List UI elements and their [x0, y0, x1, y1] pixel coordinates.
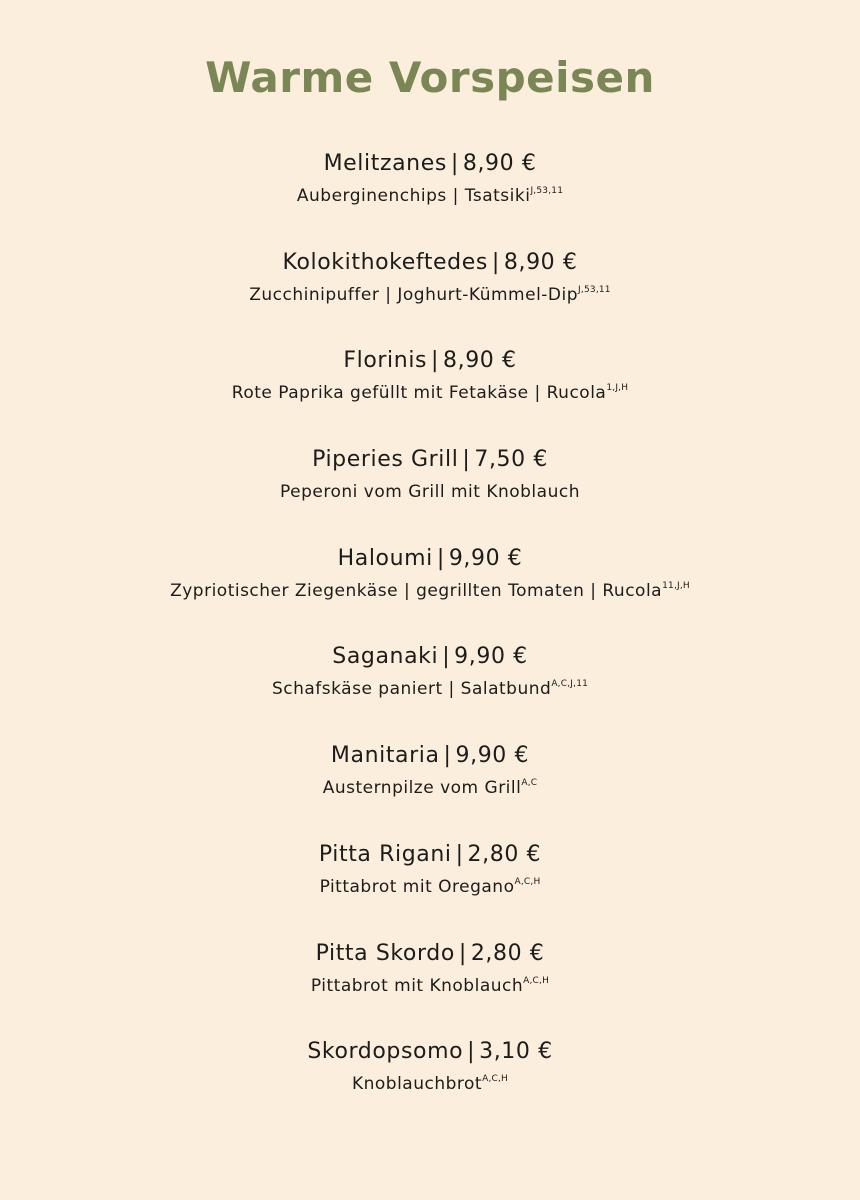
menu-item-skordopsomo [0, 1034, 860, 1133]
separator: | [458, 940, 467, 966]
item-name: Pitta Rigani [318, 841, 452, 867]
item-description: Austernpilze vom Grill [322, 778, 522, 799]
menu-item-kolokithokeftedes [0, 245, 860, 344]
allergen-codes: A,C,H [514, 876, 541, 887]
item-heading [0, 541, 860, 577]
item-heading [0, 936, 860, 972]
item-heading [0, 837, 860, 873]
item-price: 8,90 € [462, 151, 537, 176]
separator: | [467, 1039, 476, 1065]
menu-item-pitta-skordo [0, 936, 860, 1035]
separator: | [450, 151, 459, 176]
item-description-line [0, 774, 860, 802]
item-name: Haloumi [337, 545, 433, 571]
allergen-codes: 11,J,H [662, 580, 690, 591]
menu-item-florinis [0, 343, 860, 442]
item-heading [0, 639, 860, 675]
item-heading [0, 245, 860, 281]
item-heading [0, 1034, 860, 1070]
separator: | [442, 644, 451, 670]
item-description: Knoblauchbrot [351, 1074, 483, 1095]
item-name: Manitaria [330, 743, 440, 769]
item-name: Skordopsomo [307, 1039, 464, 1065]
item-price: 9,90 € [454, 644, 528, 670]
item-description: Zucchinipuffer | Joghurt-Kümmel-Dip [249, 284, 579, 305]
item-description: Zypriotischer Ziegenkäse | gegrillten Tomaten | Rucola [170, 580, 663, 601]
separator: | [443, 743, 452, 769]
item-heading [0, 738, 860, 774]
separator: | [455, 841, 464, 867]
allergen-codes: A,C,H [523, 975, 550, 986]
allergen-codes: J,53,11 [578, 284, 611, 295]
allergen-codes: A,C,J,11 [551, 679, 589, 690]
item-name: Pitta Skordo [315, 940, 455, 966]
item-description: Pittabrot mit Knoblauch [310, 975, 524, 996]
item-description-line [0, 1070, 860, 1098]
allergen-codes: 1,J,H [606, 383, 629, 394]
item-heading [0, 442, 860, 478]
item-heading [0, 343, 860, 379]
menu-item-haloumi [0, 541, 860, 640]
item-description: Peperoni vom Grill mit Knoblauch [280, 482, 580, 503]
item-description-line [0, 577, 860, 605]
item-description-line [0, 873, 860, 901]
item-price: 8,90 € [443, 348, 517, 374]
menu-item-melitzanes [0, 146, 860, 245]
menu-list [0, 146, 860, 1133]
item-heading [0, 146, 860, 182]
separator: | [431, 348, 440, 374]
item-name: Saganaki [332, 644, 439, 670]
item-description: Schafskäse paniert | Salatbund [271, 679, 552, 700]
item-name: Piperies Grill [312, 447, 459, 473]
menu-item-manitaria [0, 738, 860, 837]
item-price: 9,90 € [455, 743, 530, 769]
item-price: 2,80 € [467, 841, 542, 867]
item-description: Pittabrot mit Oregano [319, 876, 515, 897]
menu-item-piperies-grill [0, 442, 860, 541]
separator: | [462, 447, 471, 473]
separator: | [491, 249, 500, 275]
item-description-line [0, 379, 860, 407]
menu-item-pitta-rigani [0, 837, 860, 936]
allergen-codes: A,C [521, 778, 538, 789]
menu-item-saganaki [0, 639, 860, 738]
item-price: 7,50 € [474, 447, 548, 473]
item-description: Auberginenchips | Tsatsiki [296, 186, 531, 206]
item-description-line [0, 182, 860, 210]
item-description-line [0, 972, 860, 1000]
item-price: 2,80 € [470, 940, 545, 966]
allergen-codes: J,53,11 [530, 186, 564, 196]
item-price: 3,10 € [479, 1039, 553, 1065]
item-price: 9,90 € [448, 545, 523, 571]
separator: | [436, 545, 445, 571]
page-title: Warme Vorspeisen [205, 53, 655, 102]
item-description-line [0, 478, 860, 506]
item-name: Melitzanes [323, 151, 447, 176]
item-name: Florinis [343, 348, 428, 374]
item-description: Rote Paprika gefüllt mit Fetakäse | Rucola [231, 383, 607, 404]
item-price: 8,90 € [503, 249, 578, 275]
item-name: Kolokithokeftedes [282, 249, 488, 275]
item-description-line [0, 675, 860, 703]
item-description-line [0, 281, 860, 309]
allergen-codes: A,C,H [482, 1074, 509, 1085]
